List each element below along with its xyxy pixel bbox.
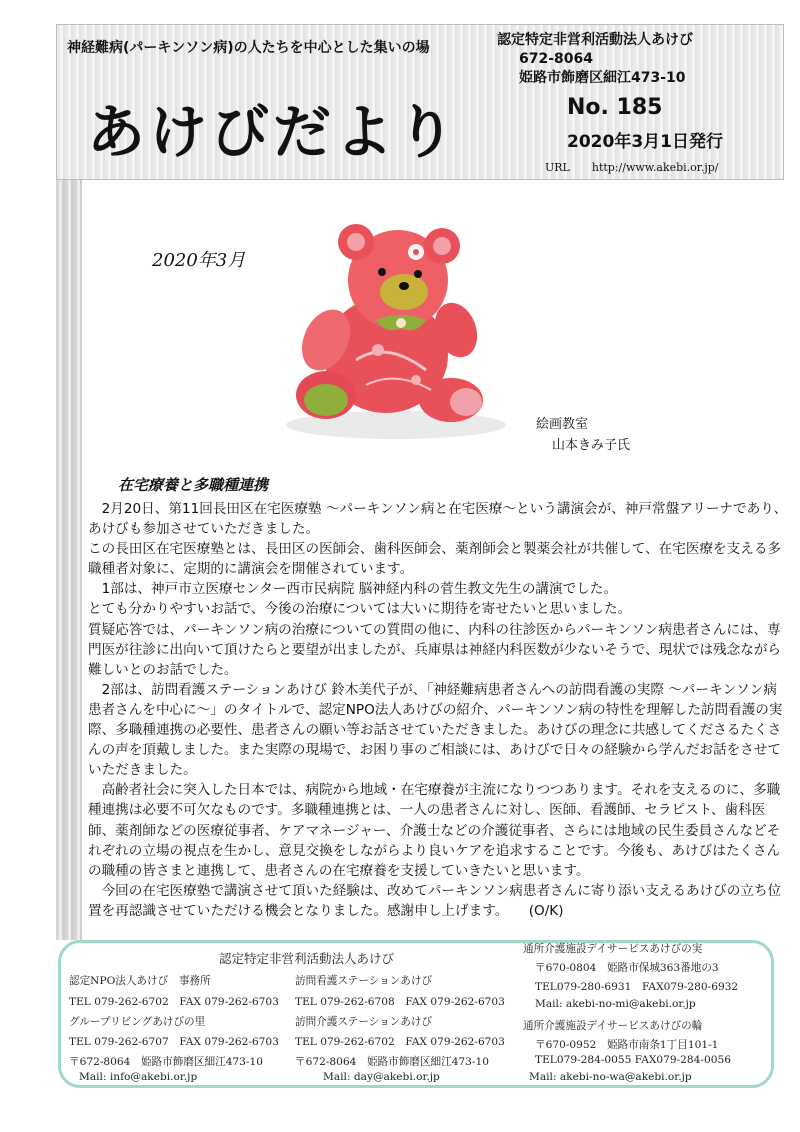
url-label: URL: [545, 161, 570, 174]
nursing-station-name: 訪問看護ステーションあけび: [295, 975, 433, 987]
article-body: [88, 499, 788, 921]
dayservice-mi-mail[interactable]: Mail: akebi-no-mi@akebi.or.jp: [535, 998, 696, 1010]
office-tel: TEL 079-262-6702 FAX 079-262-6703: [69, 996, 279, 1008]
org-name: 認定特定非営利活動法人あけび: [497, 32, 693, 48]
paragraph: とても分かりやすいお話で、今後の治療については大いに期待を寄せたいと思いました。: [88, 601, 632, 618]
teddy-bear-illustration: [266, 220, 506, 446]
website: [545, 161, 719, 174]
org-address: 姫路市飾磨区細江473-10: [519, 70, 686, 86]
paragraph: 2部は、訪問看護ステーションあけび 鈴木美代子が、「神経難病患者さんへの訪問看護の実際 ～パーキンソン病患者さんを中心に～」のタイトルで、認定NPO法人あけびの紹介、パーキンソン病の特性を理解した訪問看護の実際、多職種連携の必要性、患者さんの願い等お話させていただきました。あけびの理念に共感してくださるたくさんの声を頂戴しました。また実際の現場で、お困り事のご相談には、あけびで日々の経験から学んだお話をさせていただきました。: [88, 681, 783, 779]
dayservice-mi-tel: TEL079-280-6931 FAX079-280-6932: [535, 981, 739, 993]
tagline: 神経難病(パーキンソン病)の人たちを中心とした集いの場: [67, 40, 430, 56]
postal-code: 672-8064: [519, 51, 593, 67]
decorative-side-bar: [56, 180, 82, 940]
dayservice-mi-name: 通所介護施設デイサービスあけびの実: [523, 943, 703, 955]
office-name: 認定NPO法人あけび 事務所: [69, 975, 211, 987]
paragraph: 1部は、神戸市立医療センター西市民病院 脳神経内科の菅生教文先生の講演でした。: [88, 581, 617, 598]
newsletter-title: あけびだより: [87, 98, 460, 166]
footer-title: 認定特定非営利活動法人あけび: [219, 951, 395, 966]
website-link[interactable]: http://www.akebi.or.jp/: [591, 161, 719, 174]
paragraph: 2月20日、第11回長田区在宅医療塾 ～パーキンソン病と在宅医療～という講演会が、神戸常盤アリーナであり、あけびも参加させていただきました。: [88, 501, 788, 538]
dayservice-mi-address: 〒670-0804 姫路市保城363番地の3: [535, 962, 719, 974]
station-mail[interactable]: Mail: day@akebi.or.jp: [323, 1071, 440, 1083]
publisher-info: [497, 31, 779, 88]
month-label: 2020年3月: [152, 250, 246, 271]
nursing-station-tel: TEL 079-262-6708 FAX 079-262-6703: [295, 996, 505, 1008]
paragraph: 今回の在宅医療塾で講演させて頂いた経験は、改めてパーキンソン病患者さんに寄り添い支えるあけびの立ち位置を再認識させていただける機会となりました。感謝申し上げます。 (O/K): [88, 882, 782, 919]
illustration-caption: [536, 414, 630, 456]
paragraph: 高齢者社会に突入した日本では、病院から地域・在宅療養が主流になりつつあります。それを支えるのに、多職種連携は必要不可欠なものです。多職種連携とは、一人の患者さんに対し、医師、看護師、セラピスト、歯科医師、薬剤師などの医療従事者、ケアマネージャー、介護士などの介護従事者、さらには地域の民生委員さんなどそれぞれの立場の視点を生かし、意見交換をしながらより良いケアを追求することです。今後も、あけびはたくさんの職種の皆さまと連携して、患者さんの在宅療養を支援していきたいと思います。: [88, 782, 781, 879]
care-station-name: 訪問介護ステーションあけび: [295, 1016, 433, 1028]
issue-date: 2020年3月1日発行: [567, 132, 723, 152]
group-living-name: グループリビングあけびの里: [69, 1016, 206, 1028]
dayservice-wa-name: 通所介護施設デイサービスあけびの輪: [523, 1020, 703, 1032]
office-address: 〒672-8064 姫路市飾磨区細江473-10: [69, 1056, 263, 1068]
masthead: [56, 24, 784, 180]
office-mail[interactable]: Mail: info@akebi.or.jp: [79, 1071, 198, 1083]
contact-footer: [58, 940, 774, 1088]
issue-number: No. 185: [567, 95, 663, 120]
care-station-tel: TEL 079-262-6702 FAX 079-262-6703: [295, 1036, 505, 1048]
caption-class: 絵画教室: [536, 417, 589, 432]
paragraph: この長田区在宅医療塾とは、長田区の医師会、歯科医師会、薬剤師会と製薬会社が共催して、在宅医療を支える多職種者対象に、定期的に講演会を開催されています。: [88, 541, 782, 578]
dayservice-wa-address: 〒670-0952 姫路市南条1丁目101-1: [535, 1039, 719, 1051]
dayservice-wa-tel: TEL079-284-0055 FAX079-284-0056: [535, 1054, 731, 1066]
dayservice-wa-mail[interactable]: Mail: akebi-no-wa@akebi.or.jp: [529, 1071, 692, 1083]
caption-artist: 山本きみ子氏: [552, 438, 631, 453]
article-title: 在宅療養と多職種連携: [118, 476, 269, 494]
group-living-tel: TEL 079-262-6707 FAX 079-262-6703: [69, 1036, 279, 1048]
paragraph: 質疑応答では、パーキンソン病の治療についての質問の他に、内科の往診医からパーキンソン病患者さんには、専門医が往診に出向いて頂けたらと要望が出ましたが、兵庫県は神経内科医数が少ないそうで、現状では残念ながら難しいとのお話でした。: [88, 621, 782, 678]
station-address: 〒672-8064 姫路市飾磨区細江473-10: [295, 1056, 489, 1068]
